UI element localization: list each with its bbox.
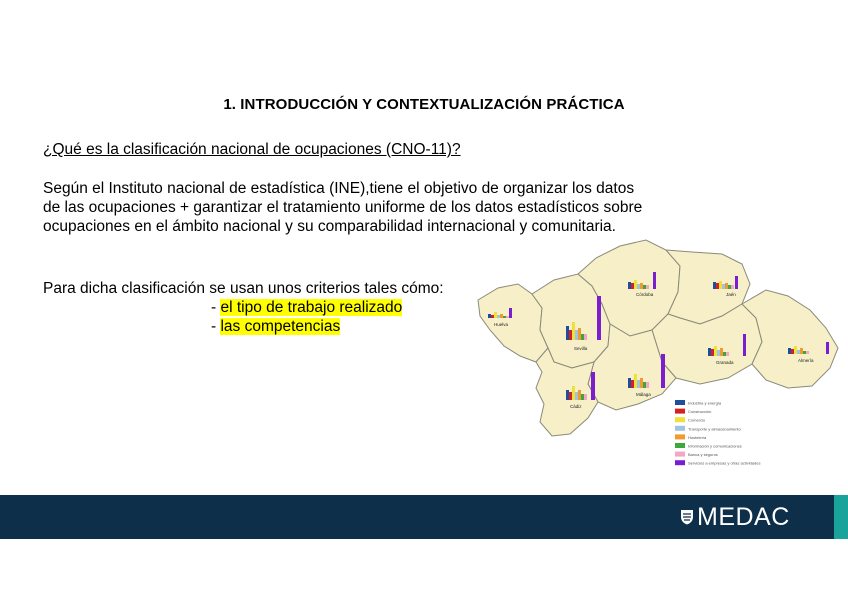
svg-text:Málaga: Málaga (636, 392, 651, 397)
legend-swatch (675, 400, 685, 405)
question-heading: ¿Qué es la clasificación nacional de ocupaciones (CNO-11)? (43, 141, 461, 158)
legend-label: Construcción (688, 409, 712, 415)
chart-legend (675, 400, 760, 466)
legend-label: Servicios a empresas y otras actividades (688, 460, 761, 466)
highlighted-text: el tipo de trabajo realizado (220, 299, 403, 316)
legend-swatch (675, 443, 685, 448)
legend-label: Información y comunicaciones (688, 443, 742, 449)
criteria-intro: Para dicha clasificación se usan unos criterios tales cómo: (43, 280, 444, 297)
slide-title: 1. INTRODUCCIÓN Y CONTEXTUALIZACIÓN PRÁCTICA (223, 96, 625, 113)
criteria-item (211, 298, 402, 317)
andalucia-map (470, 238, 848, 476)
legend-label: Comercio (688, 417, 706, 423)
legend-swatch (675, 426, 685, 431)
legend-swatch (675, 417, 685, 422)
legend-swatch (675, 409, 685, 414)
brand-name: MEDAC (697, 503, 790, 531)
shield-icon (680, 509, 694, 525)
svg-text:Sevilla: Sevilla (574, 346, 588, 351)
medac-logo (680, 503, 790, 531)
paragraph-line: Según el Instituto nacional de estadística (INE),tiene el objetivo de organizar los datos (43, 180, 635, 197)
svg-text:Almería: Almería (798, 358, 814, 363)
bullet-dash: - (211, 318, 221, 335)
svg-text:Jaén: Jaén (726, 292, 736, 297)
bullet-dash: - (211, 299, 221, 316)
legend-swatch (675, 460, 685, 465)
paragraph-line: ocupaciones en el ámbito nacional y su comparabilidad internacional y comunitaria. (43, 218, 616, 235)
paragraph-line: de las ocupaciones + garantizar el tratamiento uniforme de los datos estadísticos sobre (43, 199, 643, 216)
legend-label: Industria y energía (688, 400, 722, 406)
legend-label: Banca y seguros (688, 452, 718, 458)
legend-swatch (675, 434, 685, 439)
legend-swatch (675, 452, 685, 457)
svg-text:Cádiz: Cádiz (570, 404, 582, 409)
legend-label: Hostelería (688, 434, 707, 440)
criteria-item (211, 317, 340, 336)
footer-accent-strip (834, 495, 848, 539)
svg-text:Granada: Granada (716, 360, 734, 365)
highlighted-text: las competencias (220, 318, 341, 335)
description-paragraph (43, 179, 703, 236)
svg-text:Huelva: Huelva (494, 322, 509, 327)
legend-label: Transporte y almacenamiento (688, 426, 741, 432)
svg-text:Córdoba: Córdoba (636, 292, 654, 297)
